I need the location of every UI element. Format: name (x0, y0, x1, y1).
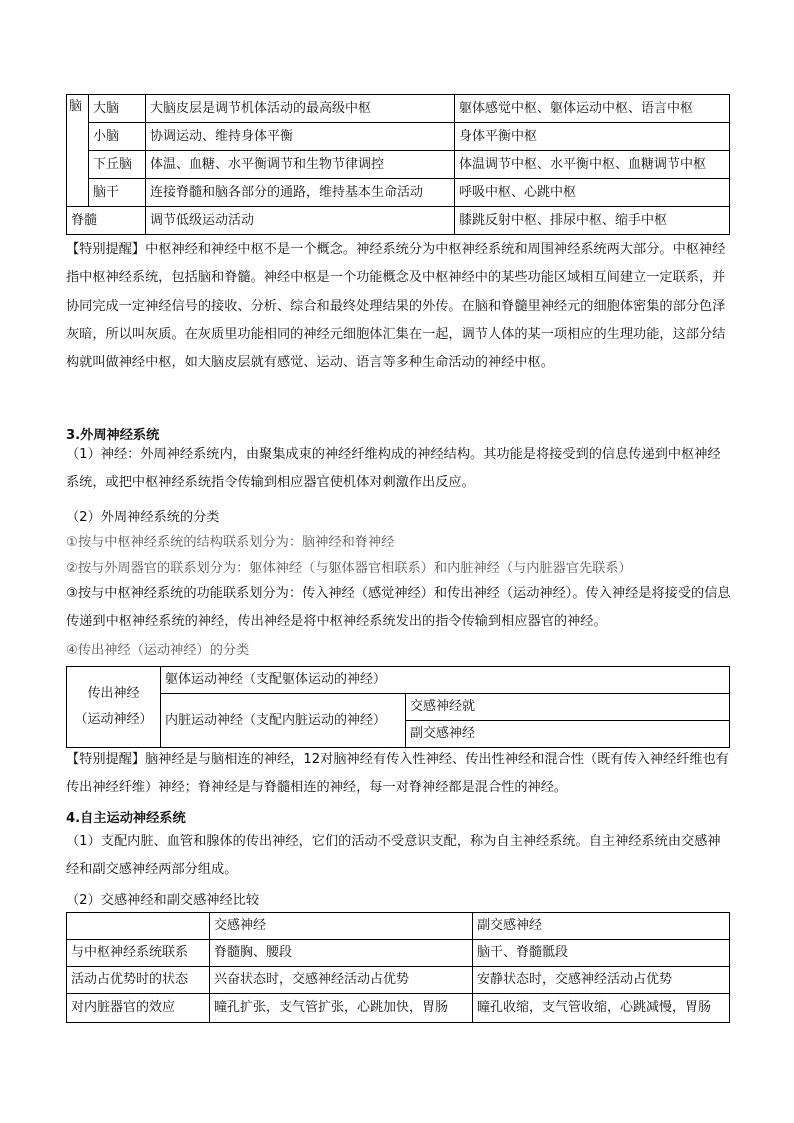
table-header-cell (67, 913, 210, 940)
comparison-table (66, 912, 730, 1023)
table-cell: 脊髓 (67, 207, 146, 235)
list-item: ①按与中枢神经系统的结构联系划分为：脑神经和脊神经 (66, 535, 395, 550)
table-cell: 对内脏器官的效应 (67, 994, 210, 1023)
list-item: ④传出神经（运动神经）的分类 (66, 643, 250, 658)
efferent-nerve-table (66, 666, 730, 748)
table-header-cell: 交感神经 (210, 913, 473, 940)
efferent-sublabel: （运动神经） (74, 712, 153, 727)
table-cell: 副交感神经 (406, 721, 730, 748)
paragraph: （1）支配内脏、血管和腺体的传出神经，它们的活动不受意识支配，称为自主神经系统。自主神经系统由交感神经和副交感神经两部分组成。 (66, 834, 721, 878)
table-cell: 躯体感觉中枢、躯体运动中枢、语言中枢 (455, 95, 730, 123)
table-cell: 小脑 (89, 123, 146, 151)
table-cell: 连接脊髓和脑各部分的通路，维持基本生命活动 (146, 179, 455, 207)
table-cell: 膝跳反射中枢、排尿中枢、缩手中枢 (455, 207, 730, 235)
table-cell: 脑干 (89, 179, 146, 207)
paragraph: （1）神经：外周神经系统内，由聚集成束的神经纤维构成的神经结构。其功能是将接受到的信息传递到中枢神经系统，或把中枢神经系统指令传输到相应器官使机体对刺激作出反应。 (66, 447, 721, 491)
table-cell: 瞳孔收缩，支气管收缩，心跳减慢，胃肠 (473, 994, 730, 1023)
section-heading: 4.自主运动神经系统 (66, 811, 186, 826)
section-heading: 3.外周神经系统 (66, 428, 160, 443)
table-cell: 大脑 (89, 95, 146, 123)
list-item: ②按与外周器官的联系划分为：躯体神经（与躯体器官相联系）和内脏神经（与内脏器官先联系） (66, 561, 632, 576)
table-cell: 交感神经就 (406, 694, 730, 721)
table-cell: 躯体运动神经（支配躯体运动的神经） (161, 667, 730, 694)
brain-label-cell: 脑 (67, 95, 89, 207)
table-cell: 协调运动、维持身体平衡 (146, 123, 455, 151)
table-cell: 脊髓胸、腰段 (210, 940, 473, 967)
efferent-label: 传出神经 (87, 686, 140, 701)
special-note-paragraph: 【特别提醒】脑神经是与脑相连的神经，12对脑神经有传入性神经、传出性神经和混合性（既有传入神经纤维也有传出神经纤维）神经；脊神经是与脊髓相连的神经，每一对脊神经都是混合性的神经。 (66, 752, 729, 796)
table-cell: 体温调节中枢、水平衡中枢、血糖调节中枢 (455, 151, 730, 179)
table-cell: 内脏运动神经（支配内脏运动的神经） (161, 694, 406, 748)
efferent-label-cell (67, 667, 161, 748)
table-cell: 瞳孔扩张，支气管扩张，心跳加快，胃肠 (210, 994, 473, 1023)
table-cell: 大脑皮层是调节机体活动的最高级中枢 (146, 95, 455, 123)
table-cell: 体温、血糖、水平衡调节和生物节律调控 (146, 151, 455, 179)
list-item: ③按与中枢神经系统的功能联系划分为：传入神经（感觉神经）和传出神经（运动神经）。传入神经是将接受的信息传递到中枢神经系统的神经，传出神经是将中枢神经系统发出的指令传输到相应器官的神经。 (66, 586, 731, 630)
table-cell: 呼吸中枢、心跳中枢 (455, 179, 730, 207)
table-cell: 身体平衡中枢 (455, 123, 730, 151)
table-cell: 安静状态时，交感神经活动占优势 (473, 967, 730, 994)
paragraph: （2）交感神经和副交感神经比较 (66, 893, 260, 908)
table-cell: 脑干、脊髓骶段 (473, 940, 730, 967)
table-cell: 下丘脑 (89, 151, 146, 179)
special-note-paragraph: 【特别提醒】中枢神经和神经中枢不是一个概念。神经系统分为中枢神经系统和周围神经系统两大部分。中枢神经指中枢神经系统，包括脑和脊髓。神经中枢是一个功能概念及中枢神经中的某些功能区域相互间建立一定联系，并协同完成一定神经信号的接收、分析、综合和最终处理结果的外传。在脑和脊髓里神经元的细胞体密集的部分色泽灰暗，所以叫灰质。在灰质里功能相同的神经元细胞体汇集在一起，调节人体的某一项相应的生理功能，这部分结构就叫做神经中枢，如大脑皮层就有感觉、运动、语言等多种生命活动的神经中枢。 (66, 242, 726, 371)
table-cell: 活动占优势时的状态 (67, 967, 210, 994)
table-cell: 调节低级运动活动 (146, 207, 455, 235)
table-header-cell: 副交感神经 (473, 913, 730, 940)
paragraph: （2）外周神经系统的分类 (66, 510, 220, 525)
brain-function-table (66, 94, 730, 235)
table-cell: 与中枢神经系统联系 (67, 940, 210, 967)
table-cell: 兴奋状态时，交感神经活动占优势 (210, 967, 473, 994)
